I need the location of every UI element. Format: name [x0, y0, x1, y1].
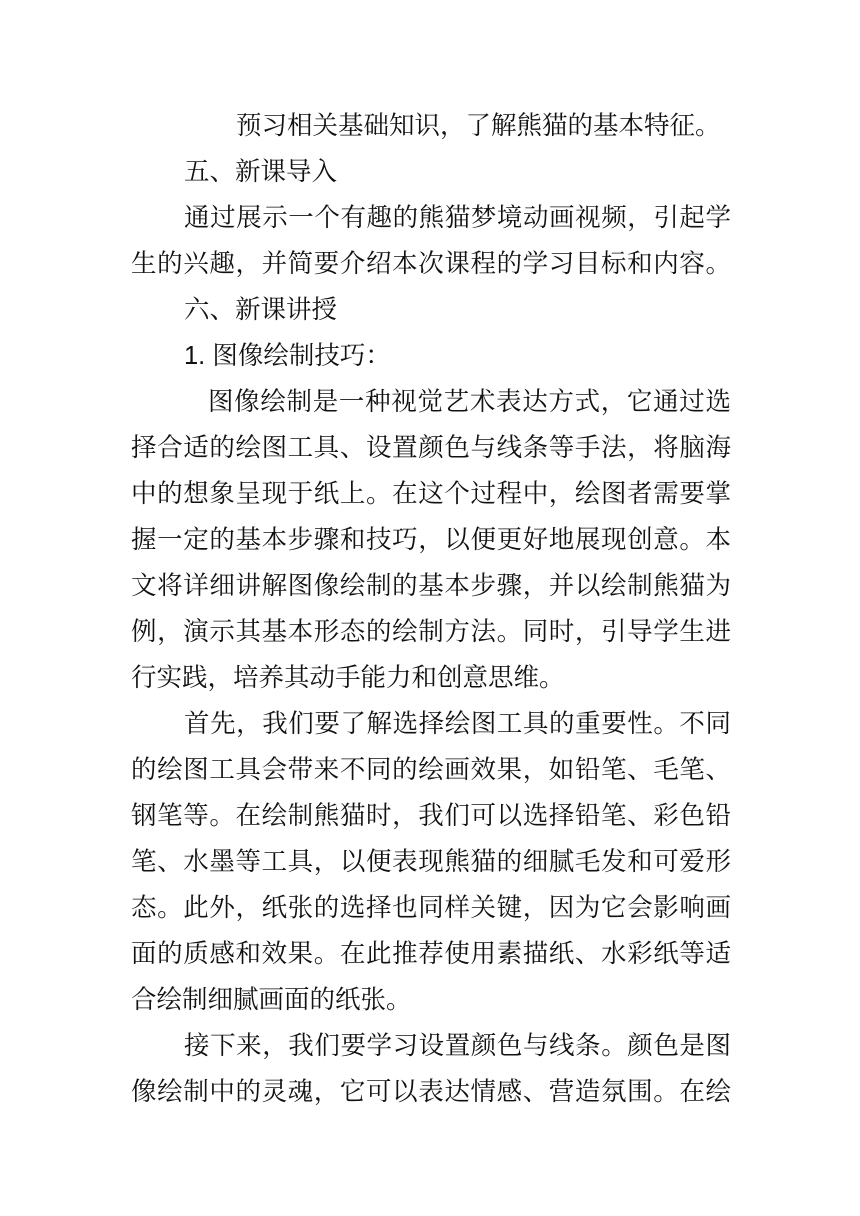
- paragraph-line: 态。此外，纸张的选择也同样关键，因为它会影响画: [131, 893, 731, 923]
- paragraph-line: 通过展示一个有趣的熊猫梦境动画视频，引起学: [184, 203, 731, 233]
- paragraph-line: 中的想象呈现于纸上。在这个过程中，绘图者需要掌: [131, 479, 731, 509]
- paragraph-line: 握一定的基本步骤和技巧，以便更好地展现创意。本: [131, 525, 731, 555]
- paragraph-line: 图像绘制是一种视觉艺术表达方式，它通过选: [208, 387, 731, 417]
- paragraph-line: 的绘图工具会带来不同的绘画效果，如铅笔、毛笔、: [131, 755, 731, 785]
- paragraph-line: 首先，我们要了解选择绘图工具的重要性。不同: [184, 709, 731, 739]
- section-heading-new-lesson-teaching: 六、新课讲授: [184, 295, 338, 325]
- paragraph-line: 择合适的绘图工具、设置颜色与线条等手法，将脑海: [131, 433, 731, 463]
- subsection-heading-drawing-skills: 1. 图像绘制技巧：: [184, 342, 391, 370]
- paragraph-line: 例，演示其基本形态的绘制方法。同时，引导学生进: [131, 617, 731, 647]
- text-line-preview-task: 预习相关基础知识，了解熊猫的基本特征。: [236, 111, 721, 141]
- paragraph-line: 行实践，培养其动手能力和创意思维。: [131, 663, 565, 693]
- paragraph-line: 像绘制中的灵魂，它可以表达情感、营造氛围。在绘: [131, 1077, 731, 1107]
- paragraph-line: 文将详细讲解图像绘制的基本步骤，并以绘制熊猫为: [131, 571, 731, 601]
- section-heading-new-lesson-intro: 五、新课导入: [184, 157, 338, 187]
- paragraph-line: 生的兴趣，并简要介绍本次课程的学习目标和内容。: [131, 249, 731, 279]
- paragraph-line: 接下来，我们要学习设置颜色与线条。颜色是图: [184, 1031, 731, 1061]
- paragraph-line: 笔、水墨等工具，以便表现熊猫的细腻毛发和可爱形: [131, 847, 731, 877]
- paragraph-line: 面的质感和效果。在此推荐使用素描纸、水彩纸等适: [131, 939, 731, 969]
- paragraph-line: 钢笔等。在绘制熊猫时，我们可以选择铅笔、彩色铅: [131, 801, 731, 831]
- paragraph-line: 合绘制细腻画面的纸张。: [131, 985, 412, 1015]
